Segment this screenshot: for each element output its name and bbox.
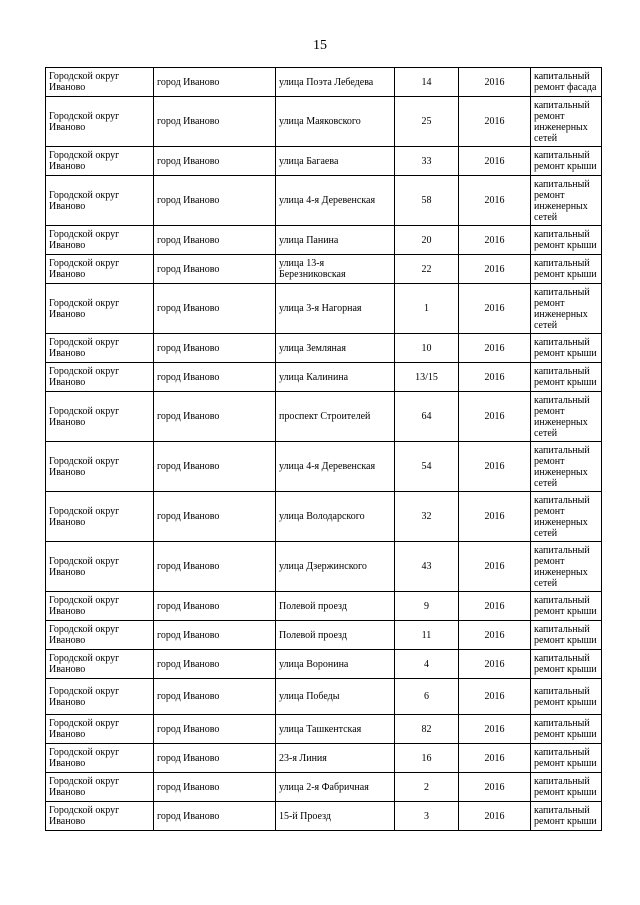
work-type-cell: капитальный ремонт крыши: [531, 226, 602, 255]
house-number-cell: 54: [395, 442, 459, 492]
year-cell: 2016: [459, 679, 531, 715]
table-row: [46, 621, 602, 650]
table-row: [46, 255, 602, 284]
city-cell: город Иваново: [154, 744, 276, 773]
page-number: 15: [313, 38, 327, 53]
city-cell: город Иваново: [154, 392, 276, 442]
house-number-cell: 16: [395, 744, 459, 773]
house-number-cell: 32: [395, 492, 459, 542]
city-cell: город Иваново: [154, 592, 276, 621]
year-cell: 2016: [459, 147, 531, 176]
house-number-cell: 14: [395, 68, 459, 97]
table-row: [46, 773, 602, 802]
house-number-cell: 20: [395, 226, 459, 255]
house-number-cell: 11: [395, 621, 459, 650]
city-cell: город Иваново: [154, 650, 276, 679]
table-row: [46, 392, 602, 442]
work-type-cell: капитальный ремонт крыши: [531, 802, 602, 831]
table-row: [46, 802, 602, 831]
house-number-cell: 43: [395, 542, 459, 592]
work-type-cell: капитальный ремонт крыши: [531, 650, 602, 679]
table-body: [46, 68, 602, 831]
work-type-cell: капитальный ремонт крыши: [531, 621, 602, 650]
work-type-cell: капитальный ремонт крыши: [531, 334, 602, 363]
work-type-cell: капитальный ремонт крыши: [531, 744, 602, 773]
house-number-cell: 64: [395, 392, 459, 442]
district-cell: Городской округ Иваново: [46, 744, 154, 773]
street-cell: улица 2-я Фабричная: [276, 773, 395, 802]
year-cell: 2016: [459, 284, 531, 334]
work-type-cell: капитальный ремонт крыши: [531, 715, 602, 744]
district-cell: Городской округ Иваново: [46, 97, 154, 147]
street-cell: улица 4-я Деревенская: [276, 442, 395, 492]
district-cell: Городской округ Иваново: [46, 773, 154, 802]
street-cell: улица Маяковского: [276, 97, 395, 147]
district-cell: Городской округ Иваново: [46, 542, 154, 592]
house-number-cell: 2: [395, 773, 459, 802]
house-number-cell: 10: [395, 334, 459, 363]
house-number-cell: 33: [395, 147, 459, 176]
street-cell: улица Калинина: [276, 363, 395, 392]
year-cell: 2016: [459, 744, 531, 773]
city-cell: город Иваново: [154, 492, 276, 542]
city-cell: город Иваново: [154, 679, 276, 715]
table-row: [46, 492, 602, 542]
district-cell: Городской округ Иваново: [46, 442, 154, 492]
work-type-cell: капитальный ремонт крыши: [531, 363, 602, 392]
street-cell: 23-я Линия: [276, 744, 395, 773]
table-row: [46, 744, 602, 773]
street-cell: улица 13-я Березниковская: [276, 255, 395, 284]
house-number-cell: 13/15: [395, 363, 459, 392]
year-cell: 2016: [459, 255, 531, 284]
city-cell: город Иваново: [154, 621, 276, 650]
district-cell: Городской округ Иваново: [46, 802, 154, 831]
house-number-cell: 25: [395, 97, 459, 147]
work-type-cell: капитальный ремонт инженерных сетей: [531, 492, 602, 542]
street-cell: Полевой проезд: [276, 592, 395, 621]
year-cell: 2016: [459, 176, 531, 226]
city-cell: город Иваново: [154, 68, 276, 97]
work-type-cell: капитальный ремонт инженерных сетей: [531, 442, 602, 492]
city-cell: город Иваново: [154, 334, 276, 363]
district-cell: Городской округ Иваново: [46, 363, 154, 392]
table-row: [46, 363, 602, 392]
street-cell: улица Земляная: [276, 334, 395, 363]
street-cell: улица 4-я Деревенская: [276, 176, 395, 226]
street-cell: улица Дзержинского: [276, 542, 395, 592]
district-cell: Городской округ Иваново: [46, 492, 154, 542]
work-type-cell: капитальный ремонт инженерных сетей: [531, 284, 602, 334]
house-number-cell: 22: [395, 255, 459, 284]
district-cell: Городской округ Иваново: [46, 147, 154, 176]
table-row: [46, 68, 602, 97]
district-cell: Городской округ Иваново: [46, 68, 154, 97]
work-type-cell: капитальный ремонт крыши: [531, 773, 602, 802]
city-cell: город Иваново: [154, 773, 276, 802]
city-cell: город Иваново: [154, 802, 276, 831]
city-cell: город Иваново: [154, 147, 276, 176]
table-row: [46, 679, 602, 715]
city-cell: город Иваново: [154, 97, 276, 147]
street-cell: Полевой проезд: [276, 621, 395, 650]
table-row: [46, 97, 602, 147]
year-cell: 2016: [459, 442, 531, 492]
houses-repair-table: [45, 67, 602, 831]
year-cell: 2016: [459, 492, 531, 542]
city-cell: город Иваново: [154, 255, 276, 284]
table-row: [46, 284, 602, 334]
street-cell: 15-й Проезд: [276, 802, 395, 831]
work-type-cell: капитальный ремонт инженерных сетей: [531, 542, 602, 592]
year-cell: 2016: [459, 226, 531, 255]
district-cell: Городской округ Иваново: [46, 621, 154, 650]
street-cell: улица Поэта Лебедева: [276, 68, 395, 97]
house-number-cell: 4: [395, 650, 459, 679]
table-row: [46, 650, 602, 679]
city-cell: город Иваново: [154, 284, 276, 334]
city-cell: город Иваново: [154, 715, 276, 744]
work-type-cell: капитальный ремонт крыши: [531, 679, 602, 715]
district-cell: Городской округ Иваново: [46, 176, 154, 226]
year-cell: 2016: [459, 650, 531, 679]
house-number-cell: 82: [395, 715, 459, 744]
table-row: [46, 147, 602, 176]
table-row: [46, 542, 602, 592]
city-cell: город Иваново: [154, 442, 276, 492]
city-cell: город Иваново: [154, 226, 276, 255]
year-cell: 2016: [459, 97, 531, 147]
work-type-cell: капитальный ремонт инженерных сетей: [531, 176, 602, 226]
year-cell: 2016: [459, 392, 531, 442]
city-cell: город Иваново: [154, 176, 276, 226]
district-cell: Городской округ Иваново: [46, 392, 154, 442]
work-type-cell: капитальный ремонт фасада: [531, 68, 602, 97]
work-type-cell: капитальный ремонт крыши: [531, 255, 602, 284]
work-type-cell: капитальный ремонт крыши: [531, 592, 602, 621]
table-row: [46, 715, 602, 744]
table-row: [46, 592, 602, 621]
house-number-cell: 3: [395, 802, 459, 831]
table-row: [46, 442, 602, 492]
district-cell: Городской округ Иваново: [46, 679, 154, 715]
table-row: [46, 176, 602, 226]
district-cell: Городской округ Иваново: [46, 592, 154, 621]
district-cell: Городской округ Иваново: [46, 255, 154, 284]
house-number-cell: 58: [395, 176, 459, 226]
year-cell: 2016: [459, 334, 531, 363]
house-number-cell: 6: [395, 679, 459, 715]
street-cell: улица Ташкентская: [276, 715, 395, 744]
district-cell: Городской округ Иваново: [46, 226, 154, 255]
year-cell: 2016: [459, 621, 531, 650]
year-cell: 2016: [459, 542, 531, 592]
house-number-cell: 1: [395, 284, 459, 334]
year-cell: 2016: [459, 68, 531, 97]
table-row: [46, 334, 602, 363]
work-type-cell: капитальный ремонт инженерных сетей: [531, 392, 602, 442]
street-cell: проспект Строителей: [276, 392, 395, 442]
district-cell: Городской округ Иваново: [46, 284, 154, 334]
street-cell: улица Володарского: [276, 492, 395, 542]
year-cell: 2016: [459, 773, 531, 802]
district-cell: Городской округ Иваново: [46, 334, 154, 363]
work-type-cell: капитальный ремонт крыши: [531, 147, 602, 176]
table-row: [46, 226, 602, 255]
district-cell: Городской округ Иваново: [46, 650, 154, 679]
year-cell: 2016: [459, 802, 531, 831]
house-number-cell: 9: [395, 592, 459, 621]
year-cell: 2016: [459, 715, 531, 744]
city-cell: город Иваново: [154, 542, 276, 592]
year-cell: 2016: [459, 363, 531, 392]
street-cell: улица Панина: [276, 226, 395, 255]
work-type-cell: капитальный ремонт инженерных сетей: [531, 97, 602, 147]
street-cell: улица Победы: [276, 679, 395, 715]
street-cell: улица Воронина: [276, 650, 395, 679]
city-cell: город Иваново: [154, 363, 276, 392]
year-cell: 2016: [459, 592, 531, 621]
district-cell: Городской округ Иваново: [46, 715, 154, 744]
street-cell: улица 3-я Нагорная: [276, 284, 395, 334]
street-cell: улица Багаева: [276, 147, 395, 176]
